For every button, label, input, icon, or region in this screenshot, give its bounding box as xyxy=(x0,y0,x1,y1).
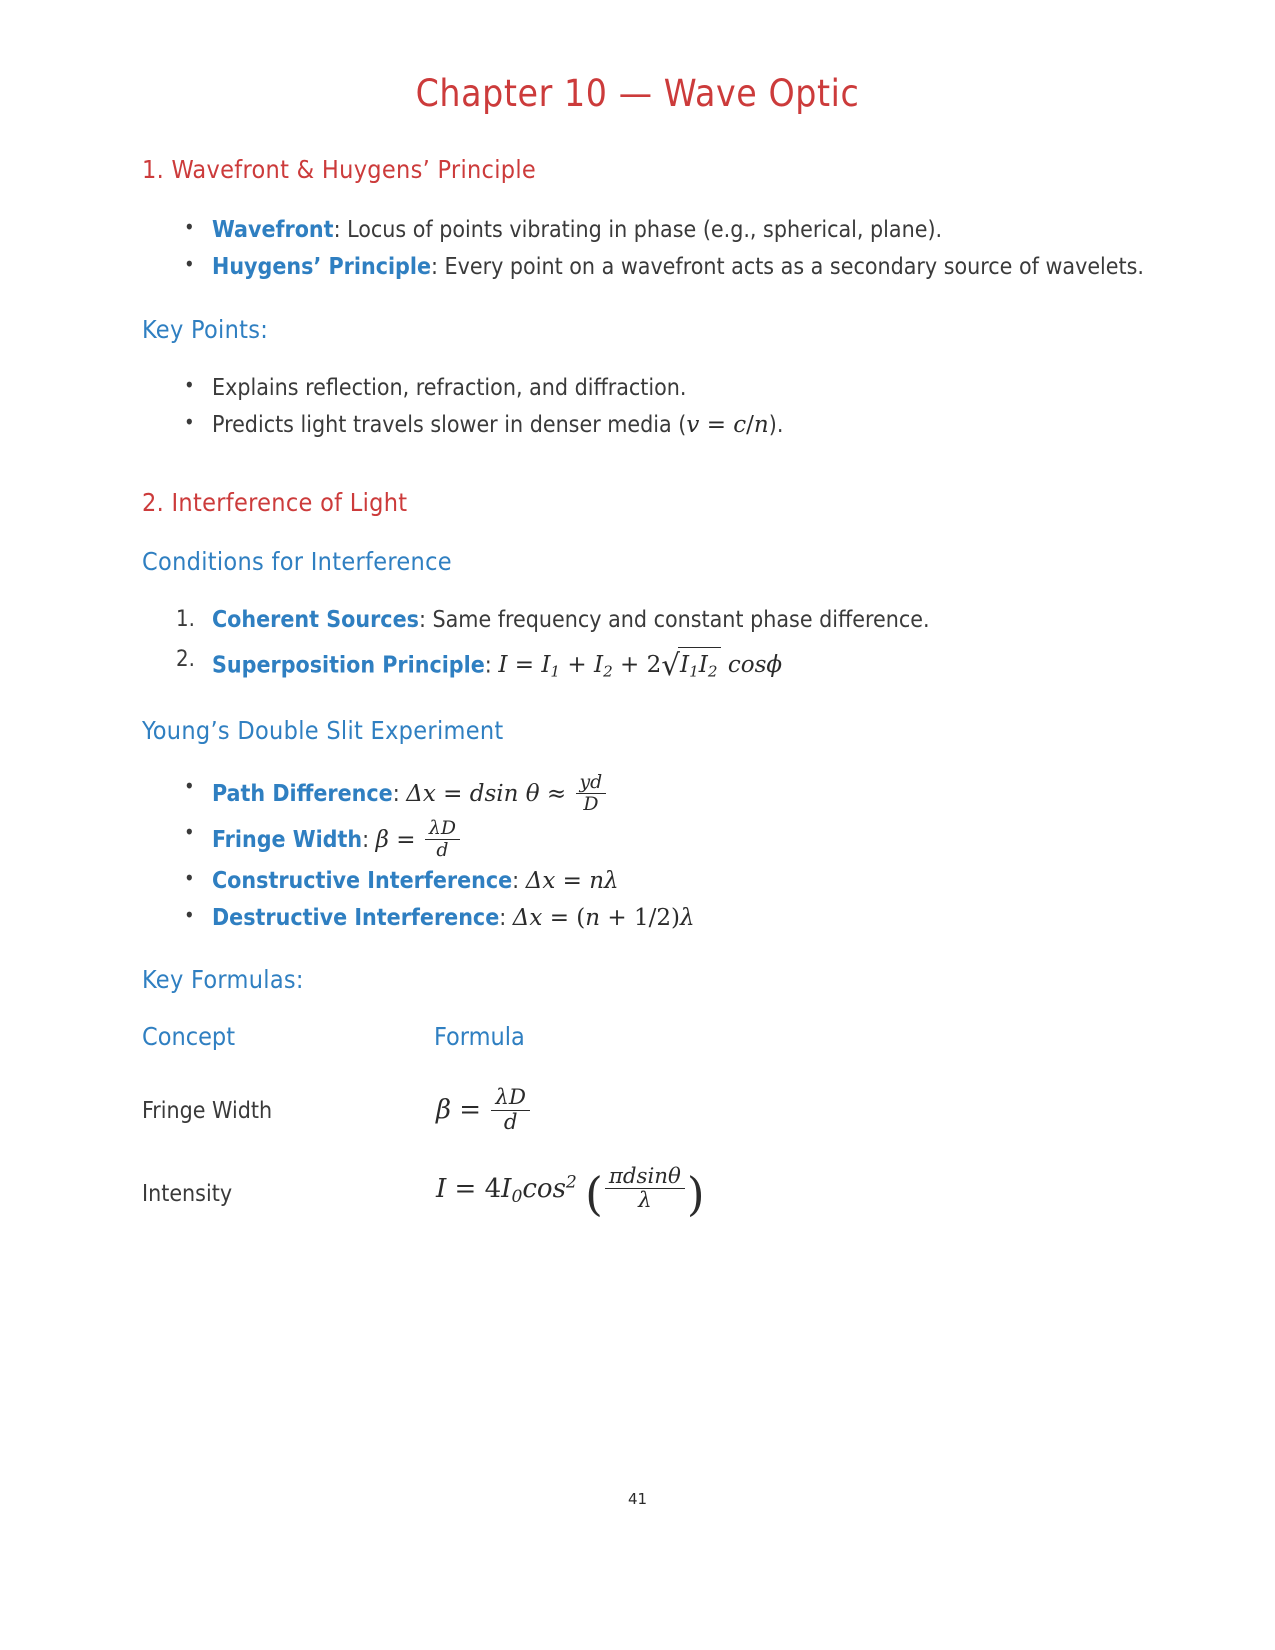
subheading-ydse: Young’s Double Slit Experiment xyxy=(142,716,504,746)
subheading-key-formulas: Key Formulas: xyxy=(142,965,304,995)
bullet-text: Every point on a wavefront acts as a secondary source of wavelets. xyxy=(437,254,1144,281)
math-expression-superposition: $I = I_1 + I_2 + 2√I_1I_2$ cosϕ xyxy=(498,647,783,682)
list-item xyxy=(212,214,1155,247)
table-header-row xyxy=(142,1022,782,1077)
bullet-separator: : xyxy=(333,217,341,243)
bullet-term: Huygens’ Principle xyxy=(212,254,431,281)
page-title: Chapter 10 — Wave Optic xyxy=(415,72,860,115)
list-item xyxy=(212,372,1155,405)
table-row xyxy=(142,1077,782,1156)
bullet-separator: : xyxy=(392,781,400,808)
bullet-term: Coherent Sources xyxy=(212,607,419,634)
bullet-separator: : xyxy=(484,652,492,679)
bullet-term: Fringe Width xyxy=(212,826,363,853)
bullet-term: Constructive Interference xyxy=(212,867,513,894)
cell-formula xyxy=(434,1077,782,1156)
bullet-separator: : xyxy=(499,904,507,931)
ydse-bullet-list xyxy=(142,773,1155,935)
math-expression-fringe-width: β = $\frac{\lambda D}{d}$ xyxy=(376,827,462,853)
bullet-separator: : xyxy=(512,867,520,894)
bullet-term: Path Difference xyxy=(212,781,393,808)
math-expression-intensity: $I = 4I_0\cos^2$ ( $\frac{\pi dsin\theta}{\lambda}$ ) xyxy=(436,1164,705,1222)
math-expression-fringe-width-table: β = $\frac{\lambda D}{d}$ xyxy=(436,1095,532,1125)
bullet-term: Wavefront xyxy=(212,217,334,243)
list-item xyxy=(212,409,1155,442)
conditions-list xyxy=(142,604,1155,686)
bullet-text: Locus of points vibrating in phase (e.g., spherical, plane). xyxy=(340,217,943,243)
section-heading-wavefront: 1. Wavefront & Huygens’ Principle xyxy=(142,155,537,184)
bullet-term: Superposition Principle xyxy=(212,652,485,679)
cell-formula xyxy=(434,1156,782,1243)
math-expression-destructive: Δx = (n + 1/2)λ xyxy=(512,904,695,931)
list-item xyxy=(212,604,1155,637)
bullet-separator: : xyxy=(418,607,426,634)
table-row xyxy=(142,1156,782,1243)
list-item xyxy=(212,773,1155,815)
list-item xyxy=(212,865,1155,898)
bullet-separator: : xyxy=(362,826,370,853)
bullet-separator: : xyxy=(430,254,438,281)
math-expression-constructive: Δx = nλ xyxy=(525,867,619,894)
wavefront-bullet-list xyxy=(142,214,1155,285)
subheading-conditions: Conditions for Interference xyxy=(142,547,452,577)
column-header-formula: Formula xyxy=(434,1022,525,1052)
cell-concept: Intensity xyxy=(142,1180,233,1207)
bullet-text: Explains reflection, refraction, and diffraction. xyxy=(212,374,687,401)
list-item xyxy=(212,251,1155,284)
list-item xyxy=(212,644,1155,687)
subheading-key-points: Key Points: xyxy=(142,314,269,344)
key-points-list xyxy=(142,372,1155,443)
list-item xyxy=(212,816,1155,861)
key-formulas-table xyxy=(142,1022,782,1243)
bullet-text: Same frequency and constant phase difference. xyxy=(425,607,930,634)
math-expression-refractive-index: v = c/n xyxy=(686,412,769,439)
column-header-concept: Concept xyxy=(142,1022,236,1052)
section-heading-interference: 2. Interference of Light xyxy=(142,488,408,518)
math-expression-path-difference: Δx = dsin θ ≈ $\frac{yd}{D}$ xyxy=(406,781,608,807)
document-body xyxy=(0,155,1275,1243)
bullet-text: Predicts light travels slower in denser media ( xyxy=(212,412,687,439)
page-number: 41 xyxy=(627,1490,648,1508)
list-item xyxy=(212,902,1155,935)
bullet-term: Destructive Interference xyxy=(212,904,500,931)
bullet-text-after: ). xyxy=(768,412,784,439)
cell-concept: Fringe Width xyxy=(142,1097,273,1124)
